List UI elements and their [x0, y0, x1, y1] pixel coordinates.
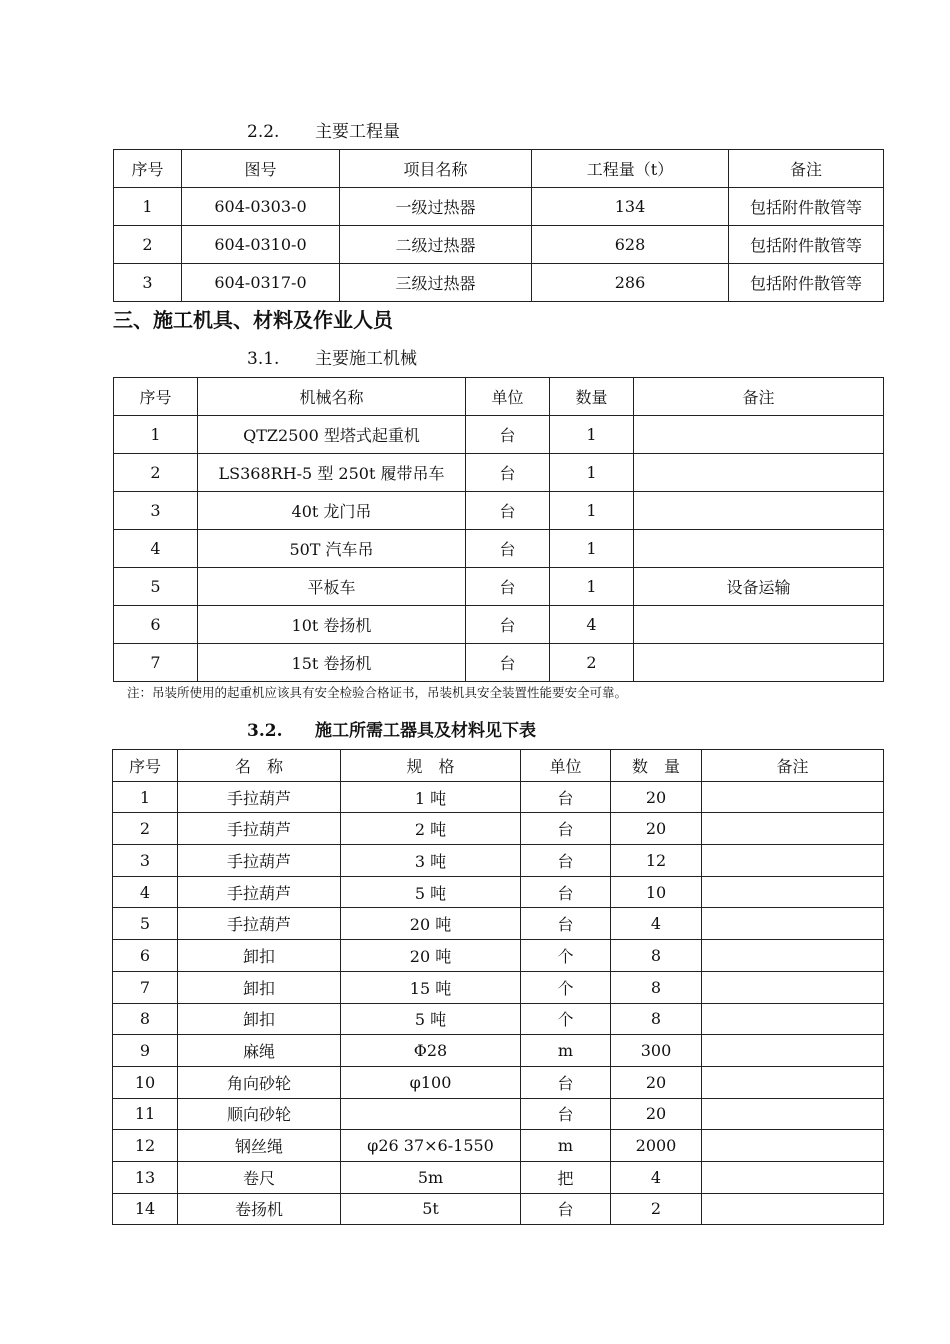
header-cell: 数 量	[611, 750, 702, 782]
header-cell: 备注	[702, 750, 884, 782]
table-cell: 台	[466, 454, 550, 492]
table-cell	[634, 530, 884, 568]
table-cell: 设备运输	[634, 568, 884, 606]
table-row	[113, 781, 884, 813]
table-header-row	[113, 750, 884, 782]
table-cell: 包括附件散管等	[729, 226, 884, 264]
header-cell: 名 称	[178, 750, 341, 782]
table-cell: 4	[114, 530, 198, 568]
section-title: 主要工程量	[315, 122, 400, 142]
table-row	[113, 1098, 884, 1130]
table-cell: 2	[113, 813, 178, 845]
table-row	[113, 876, 884, 908]
table-cell: 15 吨	[341, 971, 521, 1003]
table-cell: 台	[521, 1193, 611, 1225]
table-cell: 台	[521, 1066, 611, 1098]
table-cell: 麻绳	[178, 1035, 341, 1067]
header-cell: 规 格	[341, 750, 521, 782]
table-cell: 11	[113, 1098, 178, 1130]
table-cell: 角向砂轮	[178, 1066, 341, 1098]
table-cell: 604-0303-0	[182, 188, 340, 226]
table-cell: 10	[611, 876, 702, 908]
table-cell: 10t 卷扬机	[198, 606, 466, 644]
table-cell	[634, 644, 884, 682]
table-row	[114, 530, 884, 568]
table-cell: 平板车	[198, 568, 466, 606]
table-cell: 40t 龙门吊	[198, 492, 466, 530]
table-cell	[702, 876, 884, 908]
table-row	[114, 226, 884, 264]
table-cell	[702, 908, 884, 940]
table-cell: 1	[550, 568, 634, 606]
table-cell: 台	[521, 908, 611, 940]
table-cell: 个	[521, 1003, 611, 1035]
table-cell: 2	[611, 1193, 702, 1225]
table-cell: 手拉葫芦	[178, 908, 341, 940]
table-cell: 把	[521, 1161, 611, 1193]
table-row	[114, 492, 884, 530]
table-row	[113, 845, 884, 877]
table-cell: 20 吨	[341, 940, 521, 972]
table-cell: 1	[114, 416, 198, 454]
table-cell: 卷尺	[178, 1161, 341, 1193]
table-cell: 手拉葫芦	[178, 876, 341, 908]
table-cell: 4	[611, 1161, 702, 1193]
table-cell: 1	[550, 492, 634, 530]
table-cell: 15t 卷扬机	[198, 644, 466, 682]
header-cell: 图号	[182, 150, 340, 188]
table-cell: 5 吨	[341, 1003, 521, 1035]
table-cell: 顺向砂轮	[178, 1098, 341, 1130]
table-cell: 8	[113, 1003, 178, 1035]
table-cell: 6	[114, 606, 198, 644]
table-cell: 台	[521, 1098, 611, 1130]
table-cell	[702, 1161, 884, 1193]
table-cell	[634, 492, 884, 530]
table-cell: 628	[532, 226, 729, 264]
table-cell	[702, 1098, 884, 1130]
table-cell: 286	[532, 264, 729, 302]
table-cell: 4	[550, 606, 634, 644]
table-cell: 300	[611, 1035, 702, 1067]
table-cell: 13	[113, 1161, 178, 1193]
engineering-quantity-table	[113, 149, 884, 302]
section-title: 施工所需工器具及材料见下表	[315, 721, 536, 741]
table-cell	[702, 940, 884, 972]
table-header-row	[114, 378, 884, 416]
header-cell: 数量	[550, 378, 634, 416]
table-cell: 604-0317-0	[182, 264, 340, 302]
section-number: 3.2.	[247, 721, 283, 741]
construction-machinery-table	[113, 377, 884, 682]
table-cell: 1	[113, 781, 178, 813]
table-cell: LS368RH-5 型 250t 履带吊车	[198, 454, 466, 492]
table-cell: 134	[532, 188, 729, 226]
table-cell: 台	[466, 416, 550, 454]
header-cell: 备注	[729, 150, 884, 188]
header-cell: 序号	[114, 150, 182, 188]
table-cell: 604-0310-0	[182, 226, 340, 264]
table-cell: 1	[550, 530, 634, 568]
table-cell: 台	[466, 492, 550, 530]
header-cell: 备注	[634, 378, 884, 416]
table-row	[114, 188, 884, 226]
section-number: 3.1.	[247, 349, 280, 369]
table-row	[113, 1003, 884, 1035]
table-row	[114, 454, 884, 492]
table-row	[113, 1161, 884, 1193]
table-cell	[702, 1193, 884, 1225]
table-cell: 一级过热器	[340, 188, 532, 226]
section-3-2-heading	[247, 716, 536, 741]
table-note: 注：吊装所使用的起重机应该具有安全检验合格证书，吊装机具安全装置性能要安全可靠。	[127, 685, 628, 700]
table-cell: m	[521, 1130, 611, 1162]
table-cell: 7	[114, 644, 198, 682]
table-cell: 卸扣	[178, 1003, 341, 1035]
table-cell: 卷扬机	[178, 1193, 341, 1225]
table-cell: 个	[521, 971, 611, 1003]
table-cell: 50T 汽车吊	[198, 530, 466, 568]
section-2-2-heading	[247, 117, 400, 142]
table-cell: 台	[466, 530, 550, 568]
table-cell: 20	[611, 781, 702, 813]
table-cell: 包括附件散管等	[729, 264, 884, 302]
table-cell: 5 吨	[341, 876, 521, 908]
table-cell: 包括附件散管等	[729, 188, 884, 226]
table-cell	[702, 845, 884, 877]
table-cell: 1	[550, 416, 634, 454]
table-cell: QTZ2500 型塔式起重机	[198, 416, 466, 454]
table-cell: 手拉葫芦	[178, 845, 341, 877]
table-row	[114, 568, 884, 606]
table-cell: 2	[550, 644, 634, 682]
table-cell: 卸扣	[178, 940, 341, 972]
header-cell: 序号	[113, 750, 178, 782]
table-row	[114, 264, 884, 302]
table-cell: φ100	[341, 1066, 521, 1098]
table-cell	[702, 1035, 884, 1067]
table-body	[113, 750, 884, 1225]
table-cell: 钢丝绳	[178, 1130, 341, 1162]
table-cell: 5	[113, 908, 178, 940]
table-cell: 二级过热器	[340, 226, 532, 264]
table-cell: 20 吨	[341, 908, 521, 940]
table-cell: 14	[113, 1193, 178, 1225]
table-cell: 1 吨	[341, 781, 521, 813]
table-cell: 台	[466, 568, 550, 606]
header-cell: 序号	[114, 378, 198, 416]
table-cell: 台	[521, 845, 611, 877]
header-cell: 项目名称	[340, 150, 532, 188]
table-cell: 8	[611, 1003, 702, 1035]
table-cell: 12	[113, 1130, 178, 1162]
table-cell: 10	[113, 1066, 178, 1098]
table-cell: 4	[611, 908, 702, 940]
table-cell: m	[521, 1035, 611, 1067]
section-3-heading: 三、施工机具、材料及作业人员	[113, 308, 393, 332]
table-cell: 20	[611, 813, 702, 845]
table-cell: 3	[114, 492, 198, 530]
table-cell: 台	[466, 644, 550, 682]
table-cell: 8	[611, 971, 702, 1003]
table-cell: 12	[611, 845, 702, 877]
table-cell	[702, 1003, 884, 1035]
table-row	[113, 1130, 884, 1162]
table-cell: 2 吨	[341, 813, 521, 845]
table-cell: 三级过热器	[340, 264, 532, 302]
table-cell: Φ28	[341, 1035, 521, 1067]
table-header-row	[114, 150, 884, 188]
table-cell: 手拉葫芦	[178, 813, 341, 845]
section-title: 主要施工机械	[315, 349, 417, 369]
table-cell: 手拉葫芦	[178, 781, 341, 813]
table-cell	[702, 1066, 884, 1098]
table-cell: 2	[114, 454, 198, 492]
table-row	[114, 644, 884, 682]
table-row	[113, 908, 884, 940]
table-cell: 1	[114, 188, 182, 226]
table-row	[113, 1066, 884, 1098]
table-cell: 6	[113, 940, 178, 972]
table-cell: 3	[113, 845, 178, 877]
table-cell: 3 吨	[341, 845, 521, 877]
table-cell: 4	[113, 876, 178, 908]
section-3-1-heading	[247, 344, 417, 369]
table-cell: 台	[521, 813, 611, 845]
table-cell: 1	[550, 454, 634, 492]
table-cell: 2	[114, 226, 182, 264]
table-cell	[702, 781, 884, 813]
table-cell	[702, 971, 884, 1003]
table-row	[114, 416, 884, 454]
table-cell	[634, 606, 884, 644]
table-row	[113, 971, 884, 1003]
table-body	[114, 378, 884, 682]
section-number: 2.2.	[247, 122, 280, 142]
table-cell	[634, 454, 884, 492]
table-cell: 9	[113, 1035, 178, 1067]
table-cell: 2000	[611, 1130, 702, 1162]
table-cell: 8	[611, 940, 702, 972]
table-cell	[702, 813, 884, 845]
table-cell: 5m	[341, 1161, 521, 1193]
table-cell: φ26 37×6-1550	[341, 1130, 521, 1162]
table-row	[113, 813, 884, 845]
table-cell: 个	[521, 940, 611, 972]
table-cell: 5t	[341, 1193, 521, 1225]
table-cell	[702, 1130, 884, 1162]
table-row	[113, 1035, 884, 1067]
table-cell: 7	[113, 971, 178, 1003]
tools-materials-table	[112, 749, 884, 1225]
table-row	[113, 940, 884, 972]
table-cell: 20	[611, 1098, 702, 1130]
table-cell: 20	[611, 1066, 702, 1098]
table-cell: 5	[114, 568, 198, 606]
table-body	[114, 150, 884, 302]
table-cell: 台	[521, 876, 611, 908]
table-cell: 卸扣	[178, 971, 341, 1003]
table-cell: 台	[466, 606, 550, 644]
header-cell: 机械名称	[198, 378, 466, 416]
header-cell: 单位	[466, 378, 550, 416]
table-cell	[634, 416, 884, 454]
table-cell: 台	[521, 781, 611, 813]
header-cell: 工程量（t）	[532, 150, 729, 188]
table-row	[114, 606, 884, 644]
table-cell	[341, 1098, 521, 1130]
table-cell: 3	[114, 264, 182, 302]
header-cell: 单位	[521, 750, 611, 782]
table-row	[113, 1193, 884, 1225]
